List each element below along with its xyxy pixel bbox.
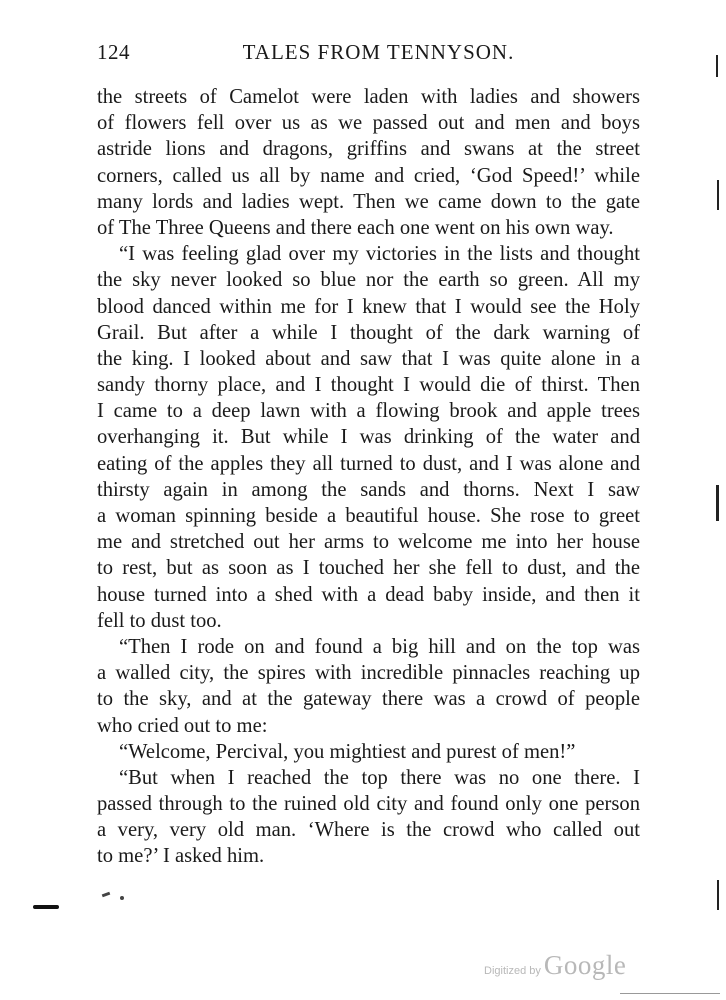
scan-speck [102,892,111,898]
text-line: to me?’ I asked him. [97,845,265,868]
text-line: of The Three Queens and there each one went on his own way. [97,216,614,239]
text-line: fell to dust too. [97,609,222,632]
text-line: “Then I rode on and found a big hill and on the top was [119,635,640,658]
text-line: blood danced within me for I knew that I would see the Holy [97,295,640,318]
text-line: many lords and ladies wept. Then we came down to the gate [97,190,640,213]
text-line: the streets of Camelot were laden with ladies and showers [97,86,640,108]
scan-speck [120,896,124,900]
text-line: thirsty again in among the sands and thorns. Next I saw [97,478,640,501]
scan-edge-mark [716,485,719,521]
text-line: to the sky, and at the gateway there was a crowd of people [97,688,640,711]
text-line: a walled city, the spires with incredible pinnacles reaching up [97,662,640,685]
running-head: TALES FROM TENNYSON. [242,40,515,64]
text-line: of flowers fell over us as we passed out and men and boys [97,112,640,135]
scan-edge-mark [717,180,719,210]
scan-edge-mark [717,880,719,910]
text-line: the sky never looked so blue nor the earth so green. All my [97,269,640,292]
text-line: Grail. But after a while I thought of the dark warning of [97,321,640,344]
scan-margin-dash [33,905,59,909]
text-line: “I was feeling glad over my victories in the lists and thought [119,243,640,266]
watermark-prefix: Digitized by [484,965,541,977]
google-logo: Google [543,950,627,980]
page-header [97,38,640,70]
text-line: “But when I reached the top there was no one there. I [119,766,640,789]
text-line: a very, very old man. ‘Where is the crowd who called out [97,819,640,842]
text-line: me and stretched out her arms to welcome me into her house [97,531,640,554]
text-line: “Welcome, Percival, you mightiest and purest of men!” [119,740,576,763]
text-line: a woman spinning beside a beautiful house. She rose to greet [97,505,640,527]
bottom-rule [620,993,720,994]
text-line: eating of the apples they all turned to dust, and I was alone and [97,452,640,475]
text-line: I came to a deep lawn with a flowing brook and apple trees [97,400,640,423]
text-line: astride lions and dragons, griffins and swans at the street [97,138,640,161]
text-line: passed through to the ruined old city and found only one person [97,793,640,816]
text-line: house turned into a shed with a dead baby inside, and then it [97,583,640,606]
text-line: the king. I looked about and saw that I was quite alone in a [97,347,640,370]
text-line: corners, called us all by name and cried, ‘God Speed!’ while [97,164,640,187]
page-number: 124 [97,40,130,64]
text-line: overhanging it. But while I was drinking of the water and [97,426,640,449]
text-line: who cried out to me: [97,714,268,737]
body-text [97,84,640,870]
digitized-watermark [484,950,626,984]
text-line: to rest, but as soon as I touched her she fell to dust, and the [97,557,640,580]
text-line: sandy thorny place, and I thought I would die of thirst. Then [97,374,640,397]
scan-edge-mark [716,55,718,77]
